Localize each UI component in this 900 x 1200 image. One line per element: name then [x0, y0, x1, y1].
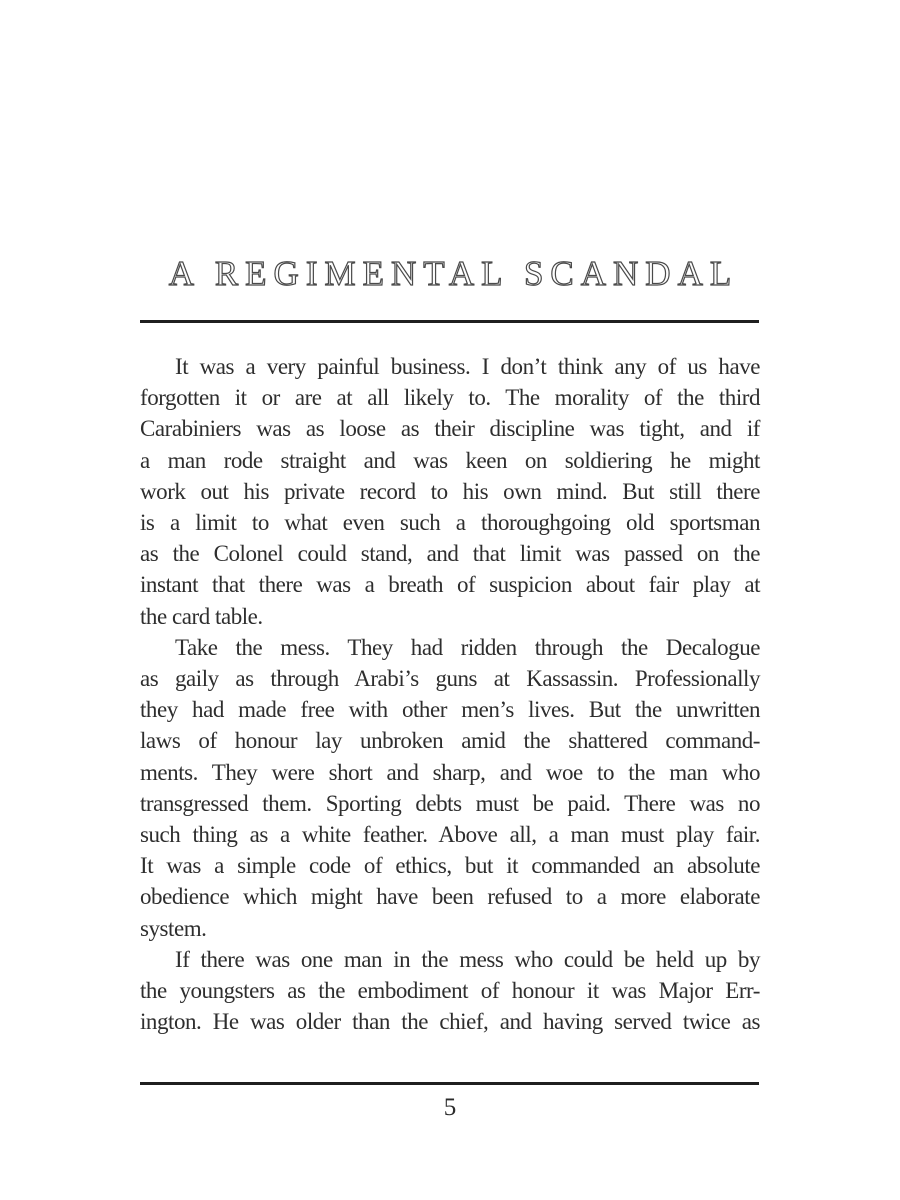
bottom-rule — [140, 1082, 759, 1085]
text-line: the card table. — [140, 603, 263, 629]
text-line: It was a simple code of ethics, but it commanded an absolute — [140, 853, 760, 879]
text-line: is a limit to what even such a thoroughgoing old sportsman — [140, 510, 760, 536]
chapter-title: A REGIMENTAL SCANDAL — [168, 254, 739, 293]
text-line: laws of honour lay unbroken amid the shattered command- — [140, 728, 760, 754]
text-line: system. — [140, 915, 207, 941]
text-line: forgotten it or are at all likely to. The morality of the third — [140, 385, 760, 411]
text-line: work out his private record to his own mind. But still there — [140, 478, 760, 504]
text-line: as the Colonel could stand, and that limit was passed on the — [140, 541, 760, 567]
text-line: It was a very painful business. I don’t think any of us have — [175, 354, 760, 379]
chapter-body — [140, 351, 760, 1037]
paragraph — [140, 944, 760, 1038]
text-line: If there was one man in the mess who could be held up by — [175, 946, 760, 972]
paragraph — [140, 351, 760, 632]
text-line: Carabiniers was as loose as their discipline was tight, and if — [140, 416, 760, 442]
paragraph — [140, 632, 760, 944]
top-rule — [140, 320, 759, 323]
text-line: transgressed them. Sporting debts must be paid. There was no — [140, 790, 760, 816]
text-line: ments. They were short and sharp, and woe to the man who — [140, 759, 760, 785]
text-line: a man rode straight and was keen on soldiering he might — [140, 447, 760, 473]
text-line: ington. He was older than the chief, and having served twice as — [140, 1009, 760, 1035]
text-line: obedience which might have been refused to a more elaborate — [140, 884, 760, 910]
text-line: Take the mess. They had ridden through the Decalogue — [175, 634, 760, 660]
text-line: instant that there was a breath of suspicion about fair play at — [140, 572, 760, 598]
text-line: as gaily as through Arabi’s guns at Kassassin. Professionally — [140, 666, 760, 692]
page-number: 5 — [443, 1094, 457, 1121]
text-line: the youngsters as the embodiment of honour it was Major Err- — [140, 978, 760, 1004]
text-line: such thing as a white feather. Above all, a man must play fair. — [140, 822, 760, 848]
text-line: they had made free with other men’s lives. But the unwritten — [140, 697, 760, 723]
